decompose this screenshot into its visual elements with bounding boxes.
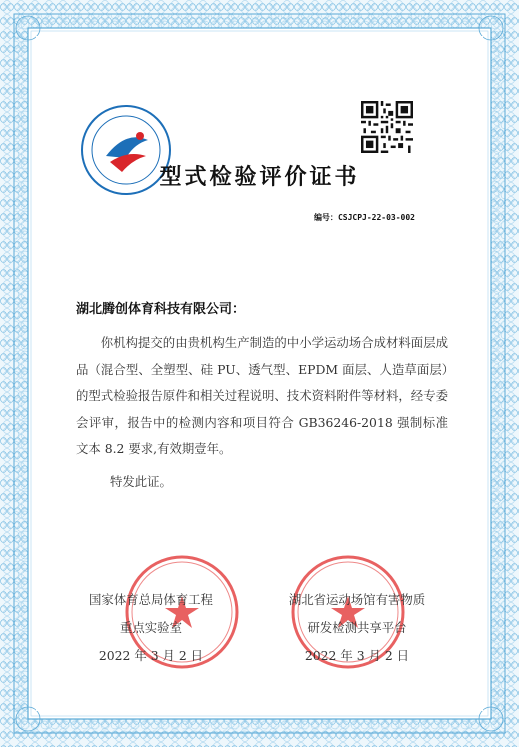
certificate-number-label: 编号：: [313, 213, 338, 222]
certificate-closing: 特发此证。: [110, 474, 172, 489]
certificate-content: [36, 36, 483, 711]
recipient-name: 湖北腾创体育科技有限公司：: [76, 302, 246, 317]
issuer-right: [262, 586, 452, 670]
issuer-left: [66, 586, 236, 670]
qr-code-icon[interactable]: [361, 101, 413, 153]
issuer-right-date: 2022 年 3 月 2 日: [304, 648, 410, 663]
issuer-left-date: 2022 年 3 月 2 日: [98, 648, 204, 663]
issuer-left-line2: 重点实验室: [120, 620, 182, 635]
issuer-left-line1: 国家体育总局体育工程: [89, 592, 213, 607]
certificate-body-paragraph: 你机构提交的由贵机构生产制造的中小学运动场合成材料面层成品（混合型、全塑型、硅 PU、透气型、EPDM 面层、人造草面层）的型式检验报告原件和相关过程说明、技术资料附件等材料，经专委会评审，报告中的检测内容和项目符合 GB36246-2018 强制标准文本 8.2 要求,有效期壹年。: [76, 335, 448, 456]
certificate-number: [314, 212, 415, 223]
certificate-title: 型式检验评价证书: [159, 165, 360, 190]
certificate-number-value: CSJCPJ-22-03-002: [337, 213, 415, 222]
issuer-right-line1: 湖北省运动场馆有害物质: [288, 592, 426, 607]
certificate-body: [76, 330, 448, 463]
issuer-right-line2: 研发检测共享平台: [307, 620, 407, 635]
